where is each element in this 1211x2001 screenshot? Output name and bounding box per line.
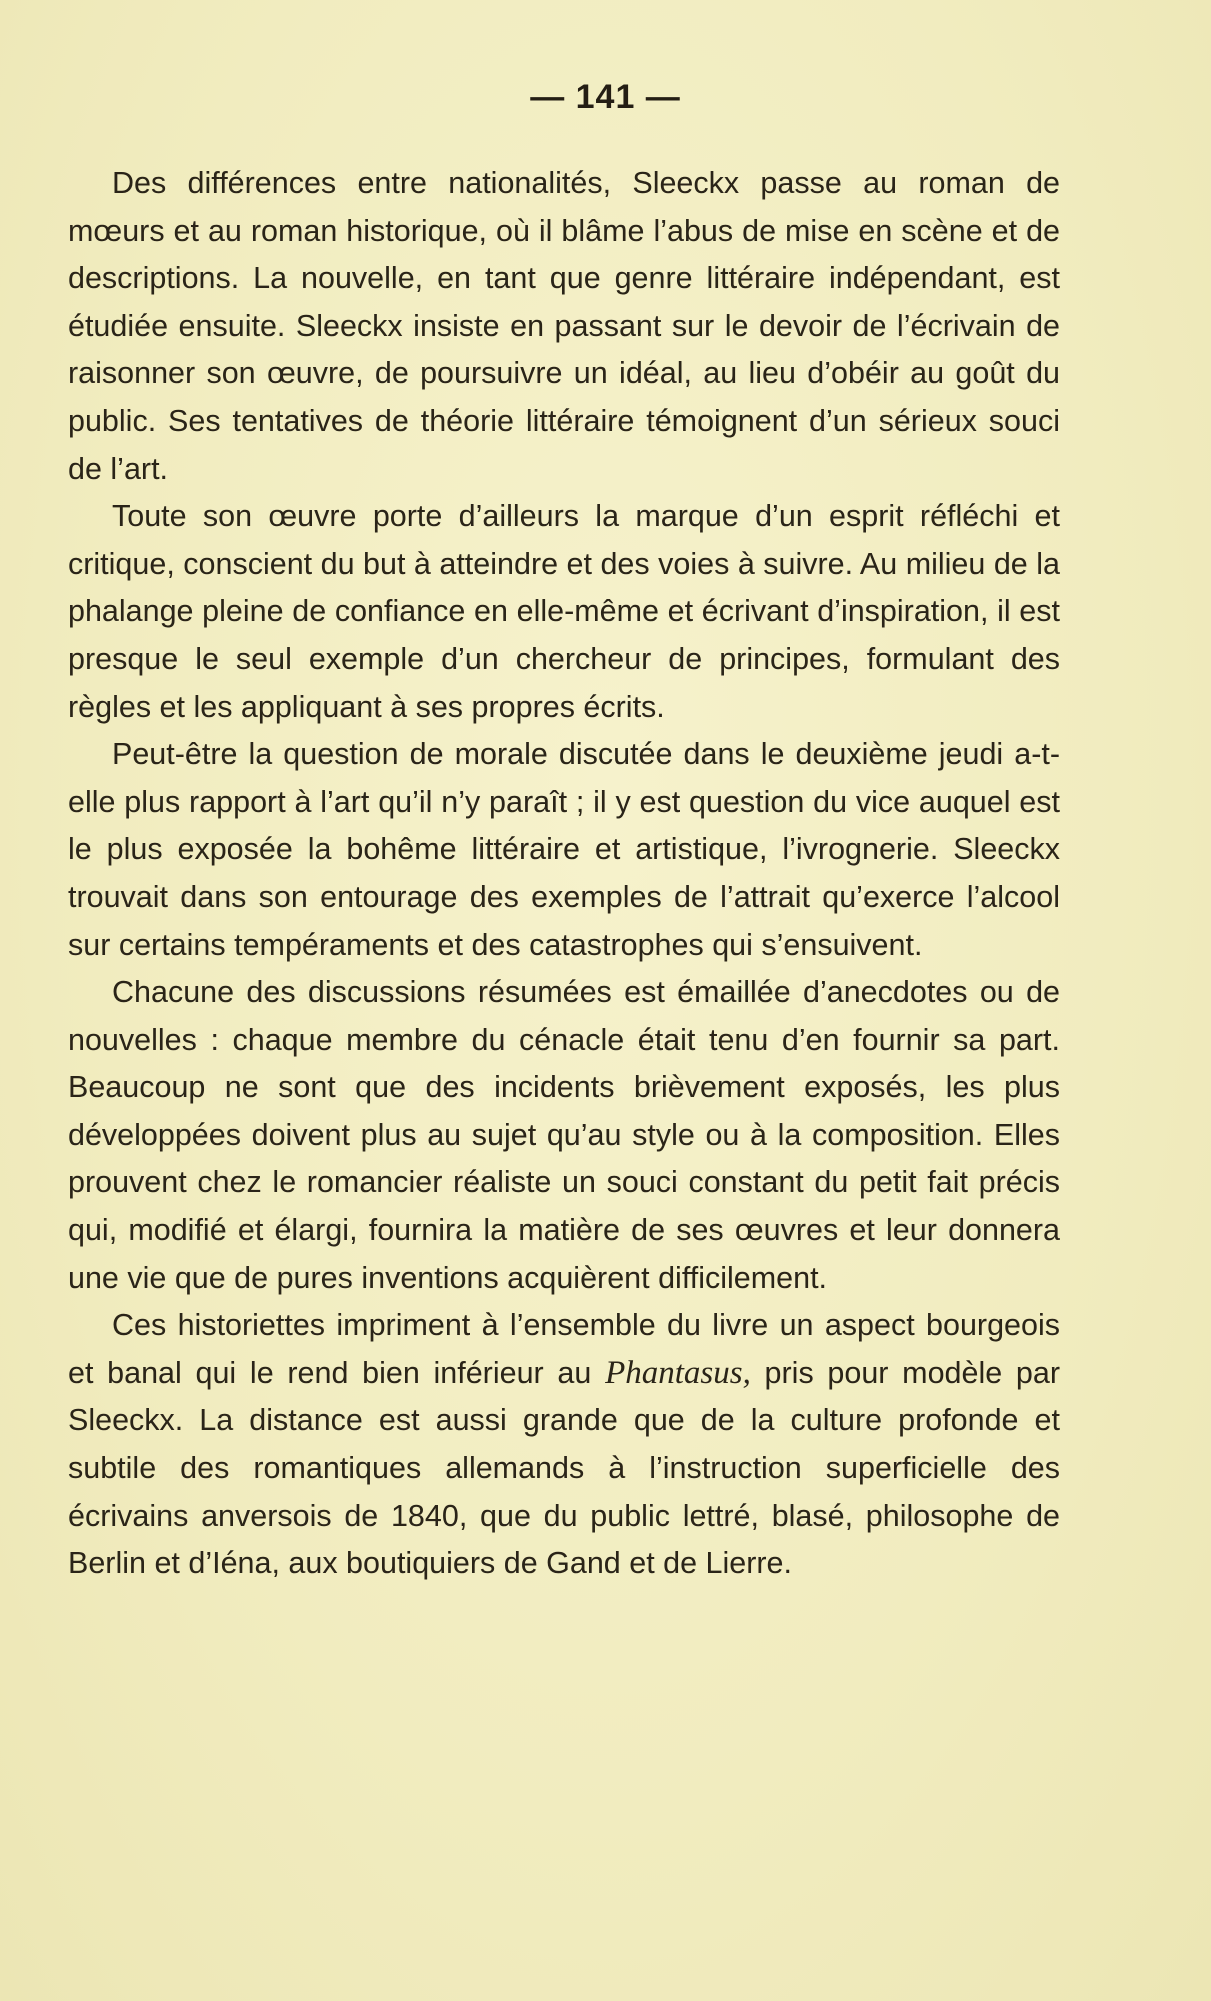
paragraph-5 — [68, 1302, 1060, 1588]
paragraph-4: Chacune des discussions résumées est émaillée d’anecdotes ou de nouvelles : chaque membre du cénacle était tenu d’en fournir sa part. Beaucoup ne sont que des incidents brièvement exposés, les plus développées doivent plus au sujet qu’au style ou à la composition. Elles prouvent chez le romancier réaliste un souci constant du petit fait précis qui, modifié et élargi, fournira la matière de ses œuvres et leur donnera une vie que de pures inventions acquièrent difficilement. — [68, 975, 1060, 1295]
book-title-phantasus: Phantasus, — [605, 1354, 751, 1391]
paragraph-5-end: pris pour modèle par Sleeckx. La distance est aussi grande que de la culture profonde et subtile des romantiques allemands à l’instruction superficielle des écrivains anversois de 1840, que du public lettré, blasé, philosophe de Berlin et d’Iéna, aux boutiquiers de Gand et de Lierre. — [68, 1355, 1060, 1581]
paragraph-2: Toute son œuvre porte d’ailleurs la marque d’un esprit réfléchi et critique, conscient du but à atteindre et des voies à suivre. Au milieu de la phalange pleine de confiance en elle-même et écrivant d’inspiration, il est presque le seul exemple d’un chercheur de principes, formulant des règles et les appliquant à ses propres écrits. — [68, 499, 1060, 724]
page-number: — 141 — — [530, 78, 681, 116]
body-text — [68, 160, 1060, 1588]
paragraph-1: Des différences entre nationalités, Sleeckx passe au roman de mœurs et au roman historique, où il blâme l’abus de mise en scène et de descriptions. La nouvelle, en tant que genre littéraire indépendant, est étudiée ensuite. Sleeckx insiste en passant sur le devoir de l’écrivain de raisonner son œuvre, de poursuivre un idéal, au lieu d’obéir au goût du public. Ses tentatives de théorie littéraire témoignent d’un sérieux souci de l’art. — [68, 166, 1060, 486]
paragraph-3: Peut-être la question de morale discutée dans le deuxième jeudi a-t-elle plus rapport à l’art qu’il n’y paraît ; il y est question du vice auquel est le plus exposée la bohême littéraire et artistique, l’ivrognerie. Sleeckx trouvait dans son entourage des exemples de l’attrait qu’exerce l’alcool sur certains tempéraments et des catastrophes qui s’ensuivent. — [68, 737, 1060, 962]
paragraph-5-start: Ces historiettes impriment à l’ensemble du livre un aspect bourgeois et banal qui le rend bien inférieur au — [68, 1308, 1060, 1390]
